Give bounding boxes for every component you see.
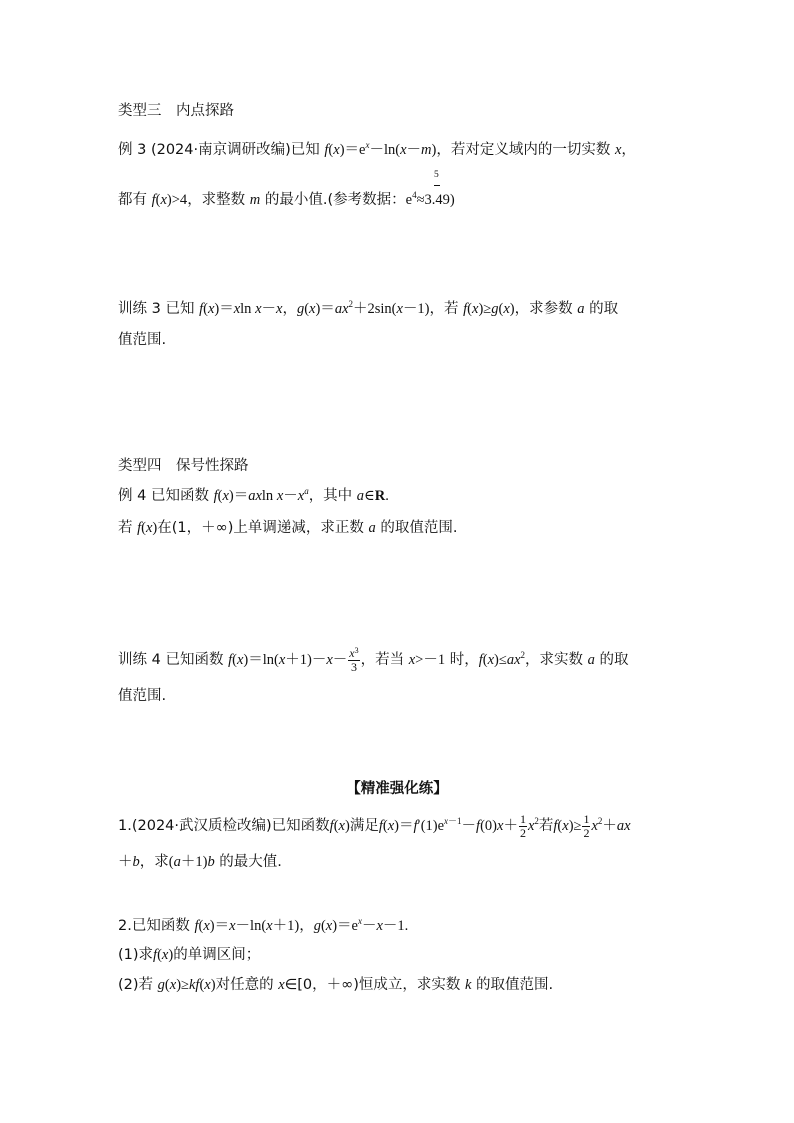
practice-heading: 【精准强化练】 (346, 781, 448, 797)
example4-label: 例 4 已知函数 (118, 488, 214, 504)
practice2-line2: (1)求f(x)的单调区间； (118, 947, 261, 963)
example3-label: 例 3 (2024·南京调研改编)已知 (118, 142, 325, 158)
example3-line2: 都有 f(x)>4，求整数 m 的最小值.(参考数据：$e^4\approx 3.49$) (118, 190, 455, 208)
type4-heading: 类型四 保号性探路 (118, 458, 249, 474)
training3-label: 训练 3 已知 (118, 301, 200, 317)
training3-line2: 值范围. (118, 332, 167, 348)
practice1-label: 1.(2024·武汉质检改编)已知函数 (118, 818, 330, 834)
practice1-line2: ＋b，求(a＋1)b 的最大值. (118, 854, 282, 870)
training3-line1: 训练 3 已知 f(x)＝xln x－x，$g(x)=ax^2+2\sin(x-1)$，若 f(x)≥g(x)，求参数 a 的取 (118, 299, 619, 317)
example4-line1: 例 4 已知函数 f(x)＝axln $x-x^a$，其中 a∈R. (118, 486, 389, 504)
training4-label: 训练 4 已知函数 (118, 652, 229, 668)
example3-text: ，若对定义域内的一切实数 (436, 142, 615, 158)
example3-function: f (324, 142, 329, 158)
exponent-fraction-bar (434, 185, 440, 186)
fraction-one-half: $\frac{1}{2}$ (519, 811, 526, 840)
fraction-x-cubed-over-3: $\frac{x^3}{3}$ (349, 645, 359, 674)
example4-line2: 若 f(x)在(1，＋∞)上单调递减，求正数 a 的取值范围. (118, 520, 458, 536)
practice2-label: 2.已知函数 (118, 918, 195, 934)
type3-heading: 类型三 内点探路 (118, 103, 234, 119)
exponent-numerator: 5 (434, 170, 439, 180)
training4-line2: 值范围. (118, 688, 167, 704)
practice2-line1: 2.已知函数 f(x)＝x－ln(x＋1)，$g(x)=e^x-x-1$. (118, 916, 409, 934)
training4-line1: 训练 4 已知函数 f(x)＝ln(x＋1)－x－ $\frac{x^3}{3}$ ，若当 x>－1 时，$f(x)\le ax^2$，求实数 a 的取 (118, 645, 629, 674)
practice2-line3: (2)若 g(x)≥kf(x)对任意的 x∈[0，＋∞)恒成立，求实数 k 的取值范围. (118, 977, 554, 993)
example3-line1: 例 3 (2024·南京调研改编)已知 $f(x)=e^x-\ln(x-m)$，若对定义域内的一切实数 x， (118, 140, 636, 158)
fraction-one-half-2: $\frac{1}{2}$ (583, 811, 590, 840)
practice1-line1: 1.(2024·武汉质检改编)已知函数f(x)满足$f(x)=f'(1)e^{x-1}-f(0)x+$ $\frac{1}{2}$ $x^2$若f(x)≥ $\frac{1}{2}$ $x^2+ax$ (118, 811, 631, 840)
